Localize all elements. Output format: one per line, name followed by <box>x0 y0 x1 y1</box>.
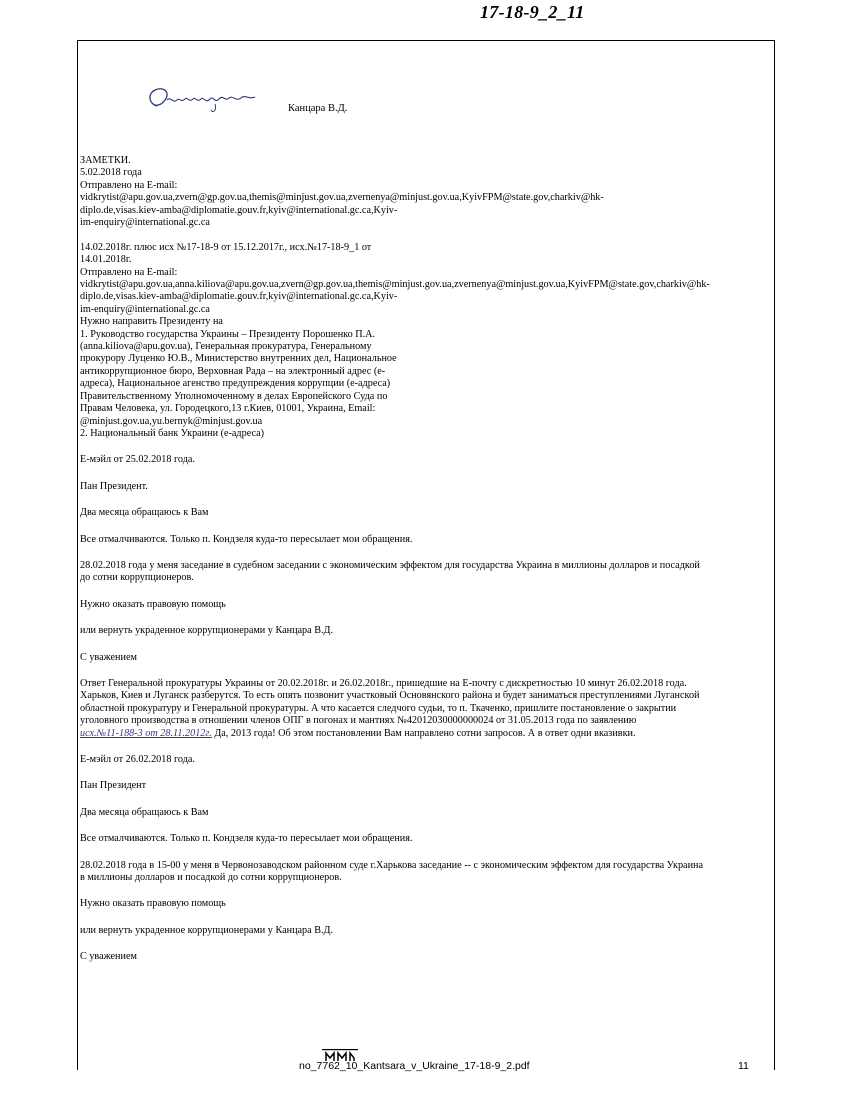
notes-line: @minjust.gov.ua,yu.bernyk@minjust.gov.ua <box>80 415 263 427</box>
email-paragraph: или вернуть украденное коррупционерами у Канцара В.Д. <box>80 924 334 936</box>
email-paragraph: или вернуть украденное коррупционерами у Канцара В.Д. <box>80 625 334 637</box>
notes-line: diplo.de,visas.kiev-amba@diplomatie.gouv.fr,kyiv@international.gc.ca,Kyiv- <box>80 204 398 216</box>
footer-filename: no_7762_10_Kantsara_v_Ukraine_17-18-9_2.pdf <box>299 1060 530 1072</box>
email-closing: С уважением <box>80 651 137 663</box>
notes-line: прокурору Луценко Ю.В., Министерство внутренних дел, Национальное <box>80 353 397 365</box>
document-body <box>80 155 780 964</box>
email-closing: С уважением <box>80 951 137 963</box>
email-paragraph: Два месяца обращаюсь к Вам <box>80 806 209 818</box>
page-number: 11 <box>738 1060 749 1072</box>
notes-line: vidkrytist@apu.gov.ua,zvern@gp.gov.ua,themis@minjust.gov.ua,zvernenya@minjust.gov.ua,KyivFPM@state.gov,charkiv@hk- <box>80 192 604 204</box>
notes-line: Отправлено на E-mail: <box>80 179 178 191</box>
email-paragraph: Ответ Генеральной прокуратуры Украины от 20.02.2018г. и 26.02.2018г., пришедшие на Е-почту с дискретностью 10 минут 26.02.2018 года. <box>80 677 687 689</box>
notes-line: Правительственному Уполномоченному в делах Европейского Суда по <box>80 390 388 402</box>
email-paragraph: Харьков, Киев и Луганск разберутся. То есть опять позвонит участковый Основянского района и будет заниматься преступлениями Луганской <box>80 690 700 702</box>
notes-line: 14.01.2018г. <box>80 254 132 266</box>
notes-line: Правам Человека, ул. Городецкого,13 г.Киев, 01001, Украина, Email: <box>80 403 376 415</box>
notes-line: Нужно направить Президенту на <box>80 316 223 328</box>
notes-line: vidkrytist@apu.gov.ua,anna.kiliova@apu.gov.ua,zvern@gp.gov.ua,themis@minjust.gov.ua,zvernenya@minjust.gov.ua,KyivFPM@state.gov,charkiv@hk- <box>80 279 710 291</box>
notes-line: ЗАМЕТКИ. <box>80 155 131 166</box>
email-paragraph: Нужно оказать правовую помощь <box>80 598 226 610</box>
document-id: 17-18-9_2_11 <box>480 2 585 22</box>
email-paragraph: уголовного производства в отношении членов ОПГ в погонах и мантиях №42012030000000024 от 31.05.2013 года по заявлению <box>80 715 637 727</box>
notes-line: антикоррупционное бюро, Верховная Рада – на электронный адрес (е- <box>80 365 386 377</box>
notes-line: diplo.de,visas.kiev-amba@diplomatie.gouv.fr,kyiv@international.gc.ca,Kyiv- <box>80 291 398 303</box>
notes-line: адреса), Национальное агенство предупреждения коррупции (е-адреса) <box>80 378 391 390</box>
notes-line: 2. Национальный банк Украини (е-адреса) <box>80 427 265 439</box>
email-paragraph: Все отмалчиваются. Только п. Кондзеля куда-то пересылает мои обращения. <box>80 533 413 545</box>
email-date: Е-мэйл от 25.02.2018 года. <box>80 454 195 466</box>
email-paragraph: 28.02.2018 года в 15-00 у меня в Червонозаводском районном суде г.Харькова заседание -- с экономическим эффектом для государства Украина <box>80 859 703 871</box>
email-paragraph: в миллионы долларов и посадкой до сотни коррупционеров. <box>80 872 342 884</box>
email-paragraph: Нужно оказать правовую помощь <box>80 898 226 910</box>
email-greeting: Пан Президент <box>80 780 147 792</box>
signature-name: Канцара В.Д. <box>288 103 348 114</box>
handwritten-signature <box>143 84 263 116</box>
notes-line: (anna.kiliova@apu.gov.ua), Генеральная прокуратура, Генеральному <box>80 341 372 353</box>
notes-line: 14.02.2018г. плюс исх №17-18-9 от 15.12.2017г., исх.№17-18-9_1 от <box>80 241 372 253</box>
email-paragraph: Два месяца обращаюсь к Вам <box>80 507 209 519</box>
notes-line: 1. Руководство государства Украины – Президенту Порошенко П.А. <box>80 328 376 340</box>
email-paragraph-text: Да, 2013 года! Об этом постановлении Вам направлено сотни запросов. А в ответ одни вказивки. <box>211 727 636 739</box>
email-greeting: Пан Президент. <box>80 480 148 492</box>
email-paragraph: Все отмалчиваются. Только п. Кондзеля куда-то пересылает мои обращения. <box>80 833 413 845</box>
email-paragraph: 28.02.2018 года у меня заседание в судебном заседании с экономическим эффектом для государства Украина в миллионы долларов и посадкой <box>80 559 700 571</box>
email-date: Е-мэйл от 26.02.2018 года. <box>80 754 195 766</box>
email-paragraph <box>80 728 780 740</box>
email-paragraph: областной прокуратуру и Генеральной прокуратуры. А что касается следчого судьи, то п. Ткаченко, пришлите постановление о закрытии <box>80 702 677 714</box>
notes-line: 5.02.2018 года <box>80 167 142 179</box>
notes-line: Отправлено на E-mail: <box>80 266 178 278</box>
notes-line: im-enquiry@international.gc.ca <box>80 217 210 229</box>
email-paragraph: до сотни коррупционеров. <box>80 572 194 584</box>
reference-link[interactable]: исх.№11-188-3 от 28.11.2012г. <box>80 727 212 739</box>
notes-line: im-enquiry@international.gc.ca <box>80 303 210 315</box>
